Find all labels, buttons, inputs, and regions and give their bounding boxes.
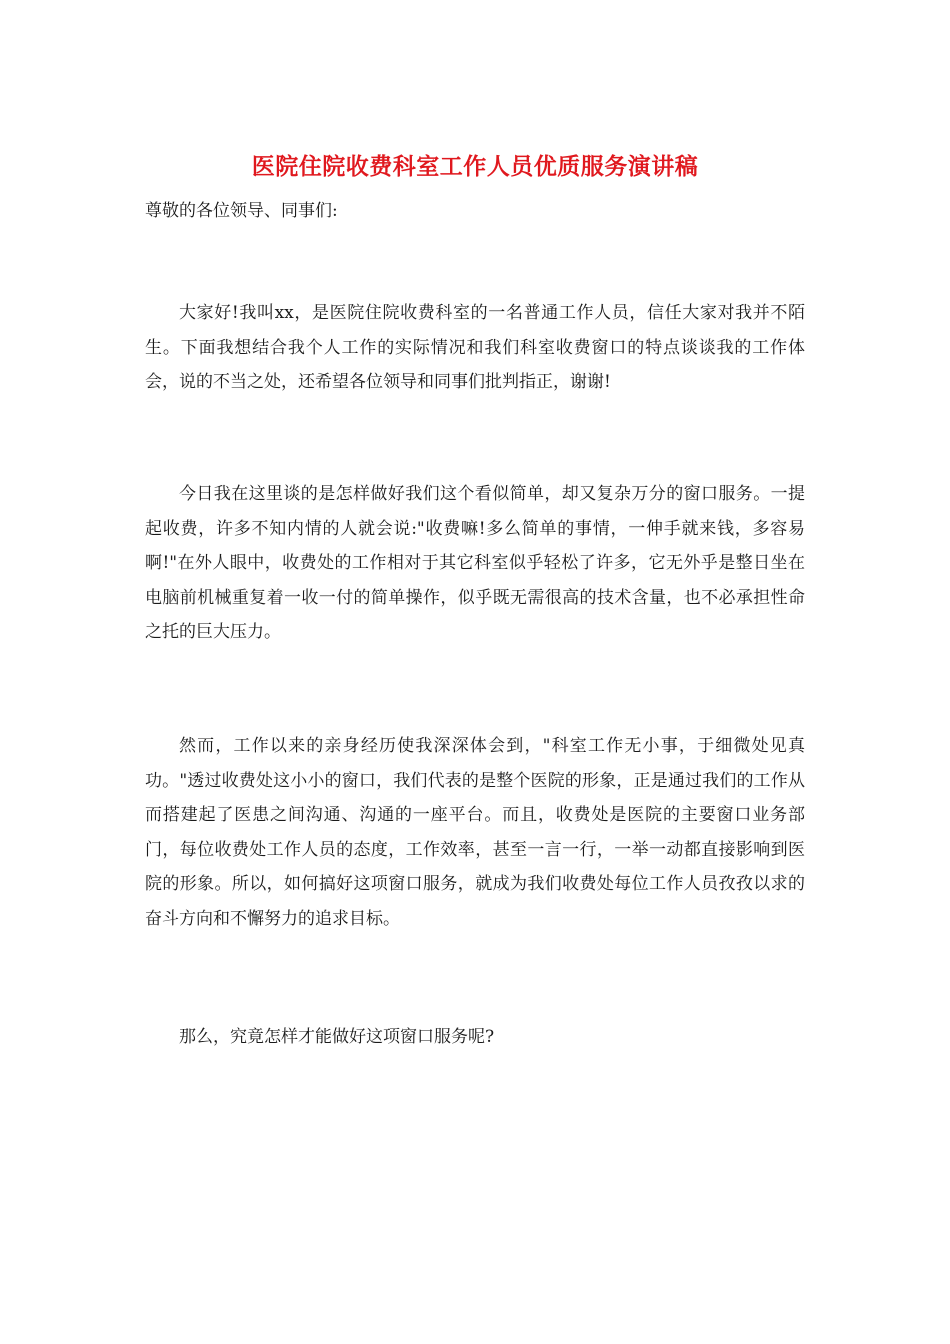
paragraph-3: 然而，工作以来的亲身经历使我深深体会到，"科室工作无小事，于细微处见真功。"透过收费处这小小的窗口，我们代表的是整个医院的形象，正是通过我们的工作从而搭建起了医患之间沟通、沟通的一座平台。而且，收费处是医院的主要窗口业务部门，每位收费处工作人员的态度，工作效率，甚至一言一行，一举一动都直接影响到医院的形象。所以，如何搞好这项窗口服务，就成为我们收费处每位工作人员孜孜以求的奋斗方向和不懈努力的追求目标。 — [145, 736, 805, 929]
document-title: 医院住院收费科室工作人员优质服务演讲稿 — [251, 153, 699, 180]
salutation: 尊敬的各位领导、同事们: — [145, 201, 338, 221]
paragraph-4: 那么，究竟怎样才能做好这项窗口服务呢? — [179, 1027, 495, 1047]
paragraph-1: 大家好!我叫xx，是医院住院收费科室的一名普通工作人员，信任大家对我并不陌生。下面我想结合我个人工作的实际情况和我们科室收费窗口的特点谈谈我的工作体会，说的不当之处，还希望各位领导和同事们批判指正，谢谢! — [145, 303, 805, 392]
paragraph-2: 今日我在这里谈的是怎样做好我们这个看似简单，却又复杂万分的窗口服务。一提起收费，许多不知内情的人就会说:"收费嘛!多么简单的事情，一伸手就来钱，多容易啊!"在外人眼中，收费处的工作相对于其它科室似乎轻松了许多，它无外乎是整日坐在电脑前机械重复着一收一付的简单操作，似乎既无需很高的技术含量，也不必承担性命之托的巨大压力。 — [145, 484, 805, 642]
